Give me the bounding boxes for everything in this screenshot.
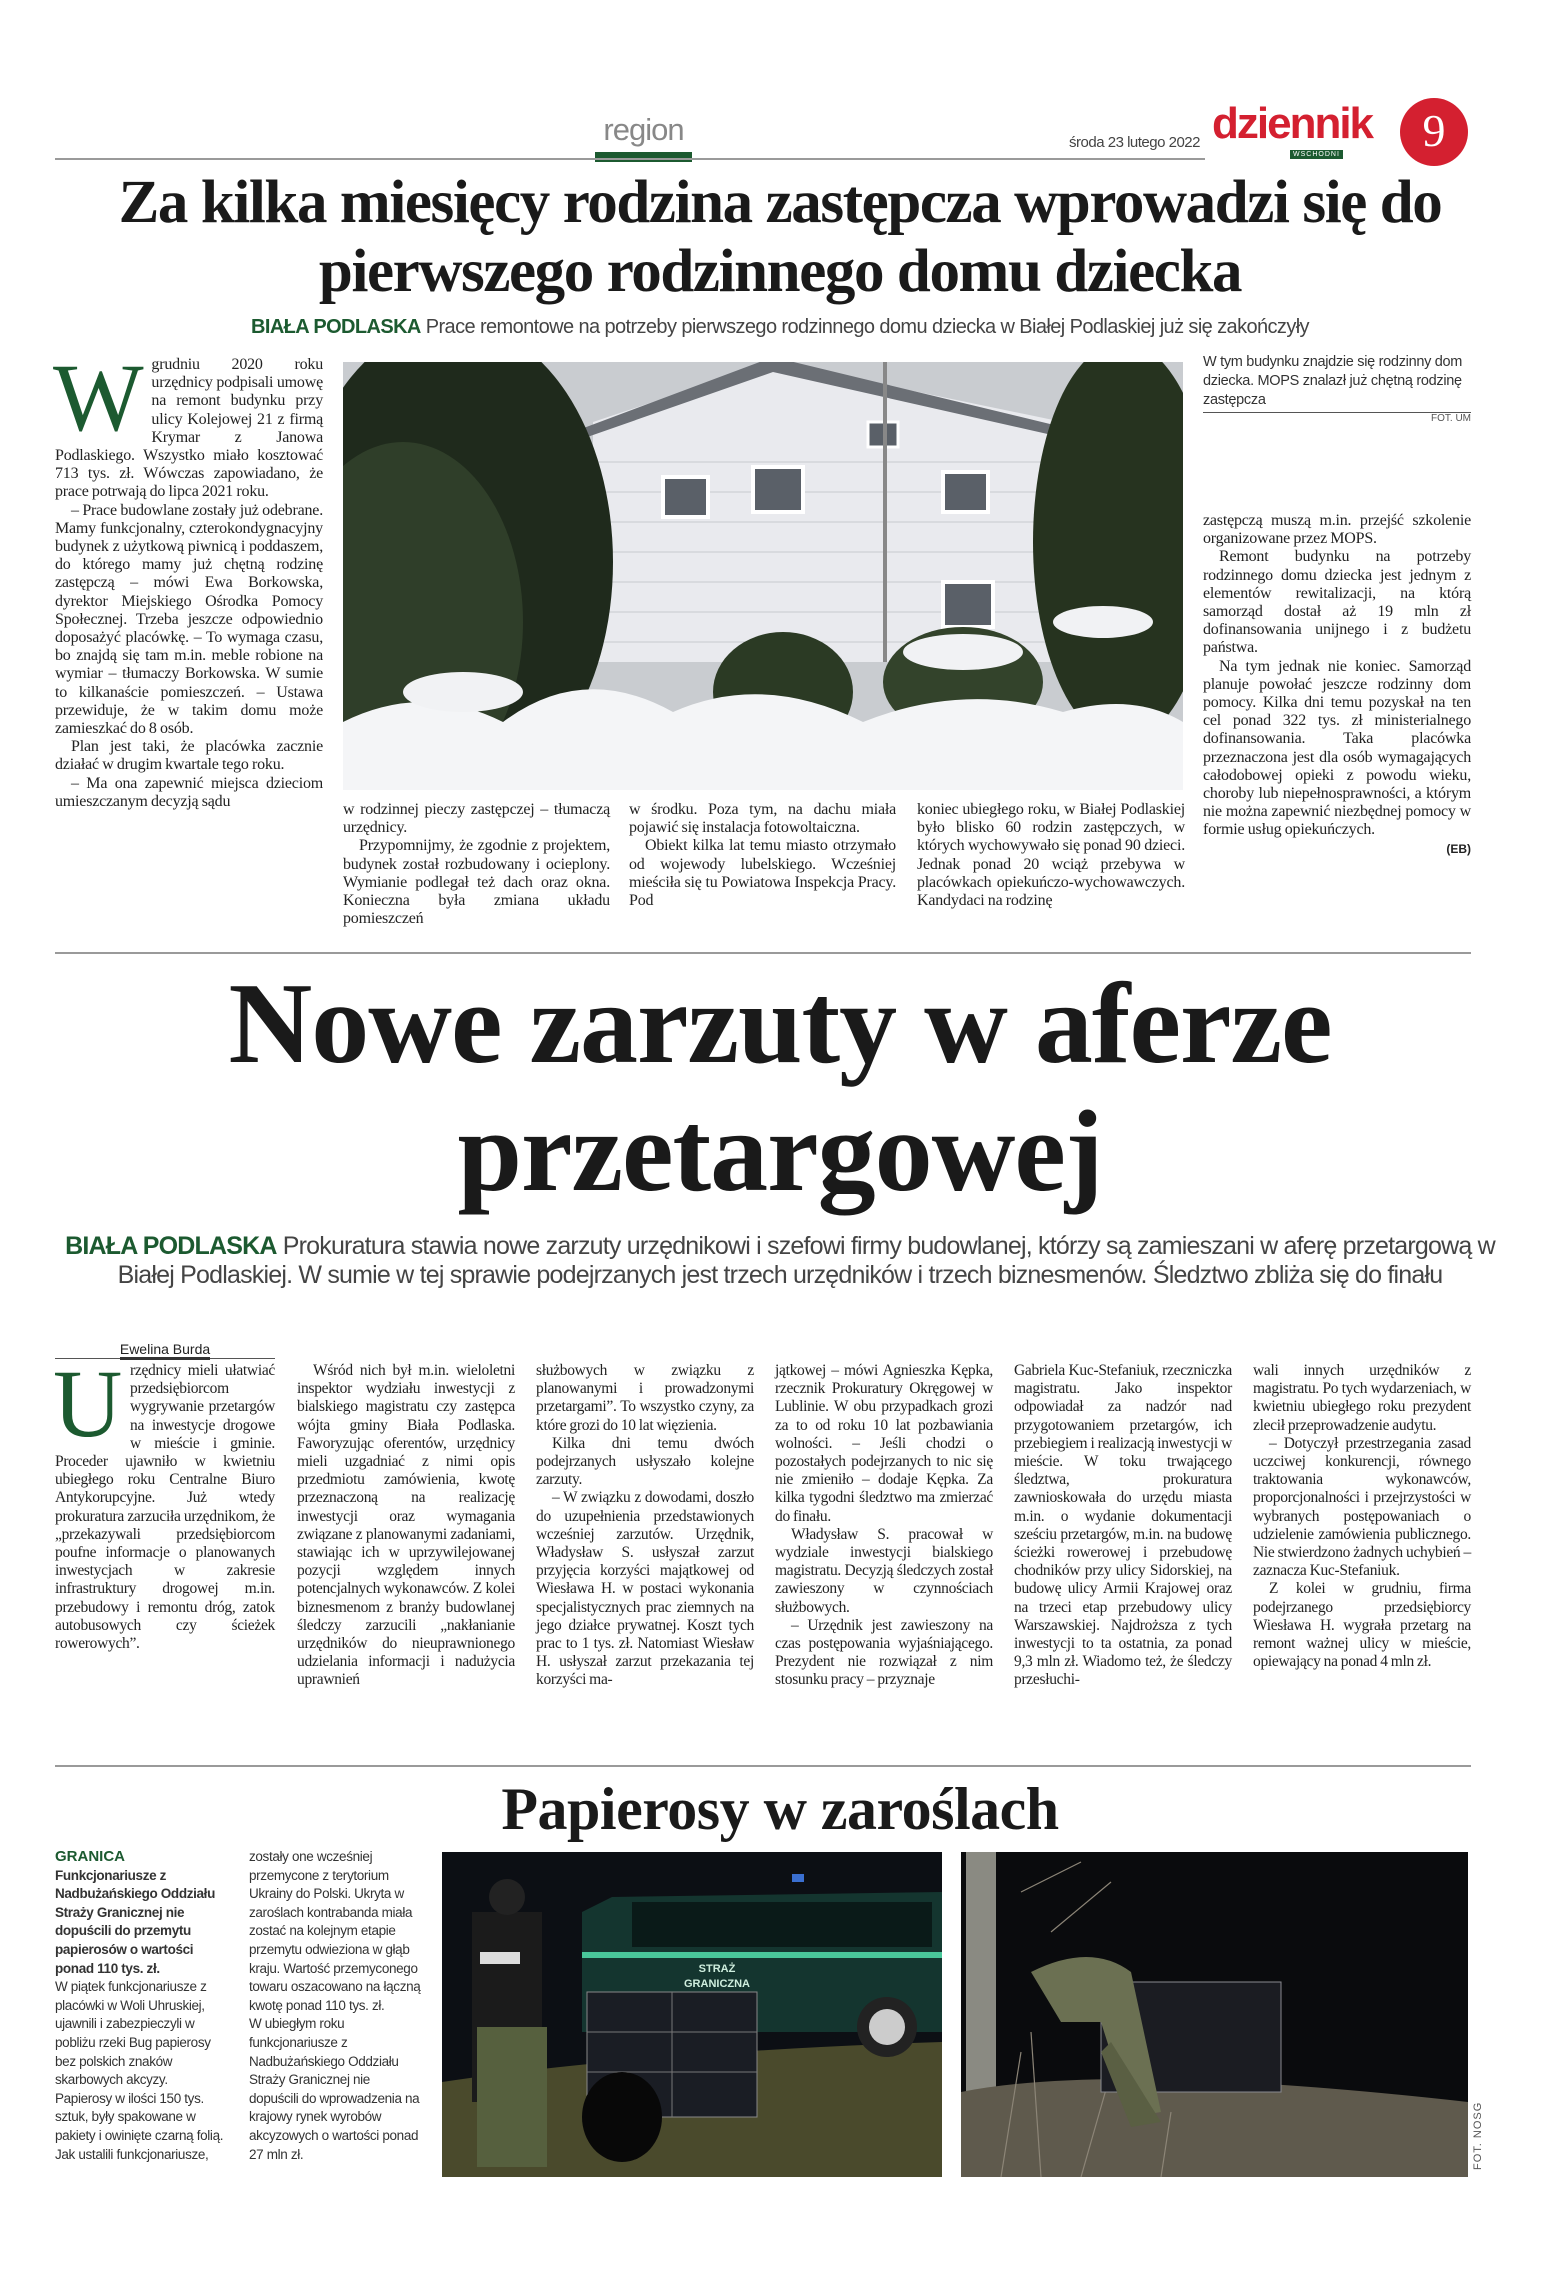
article2-column-4: [775, 1362, 993, 1690]
header-rule: [55, 158, 1205, 160]
section-label: region: [603, 112, 684, 147]
photo-credit-nosg: FOT. NOSG: [1472, 2101, 1484, 2170]
vehicle-text-line-1: STRAŻ: [698, 1963, 736, 1975]
article2-column-5: [1014, 1362, 1232, 1690]
article2-headline: Nowe zarzuty w aferze przetargowej: [228, 960, 1332, 1216]
paragraph: koniec ubiegłego roku, w Białej Podlaskiej było blisko 60 rodzin zastępczych, w których wychowywało się ponad 90 dzieci. Jednak ponad 20 wciąż przebywa w placówkach opiekuńczo-wychowawczych. Kandydaci na rodzinę: [917, 801, 1185, 910]
article2-lead: [60, 1232, 1500, 1290]
paragraph: Obiekt kilka lat temu miasto otrzymało od wojewody lubelskiego. Wcześniej mieściła się tu Powiatowa Inspekcja Pracy. Pod: [629, 837, 896, 910]
drop-cap: U: [53, 1350, 123, 1457]
article3-lead-text: Funkcjonariusze z Nadbużańskiego Oddziału Straży Granicznej nie dopuścili do przemytu papierosów o wartości ponad 110 tys. zł.: [55, 1867, 215, 1976]
paragraph: [53, 1350, 275, 1653]
paragraph-text: rzędnicy mieli ułatwiać przedsiębiorcom wygrywanie przetargów na inwestycje drogowe w mieście i gminie. Proceder ujawniło w kwietniu ubiegłego roku Centralne Biuro Antykorupcyjne. Już wtedy prokuratura zarzuciła urzędnikom, że „przekazywali przedsiębiorcom poufne informacje o planowanych inwestycjach w zakresie infrastruktury drogowej m.in. przebudowy i remontu dróg, zatok autobusowych czy ścieżek rowerowych”.: [55, 1362, 275, 1653]
article1-column-4: [917, 801, 1185, 910]
section-bar: [595, 152, 692, 162]
issue-date: środa 23 lutego 2022: [1069, 134, 1200, 151]
cigarette-contraband-photo: [961, 1852, 1468, 2177]
photo-caption: [1203, 353, 1471, 413]
newspaper-logo-subtitle: WSCHODNI: [1290, 150, 1343, 159]
article1-column-3: [629, 801, 896, 910]
article1-right-column: [1203, 353, 1471, 856]
photo-caption-text: W tym budynku znajdzie się rodzinny dom dziecka. MOPS znalazł już chętną rodzinę zastępcza: [1203, 354, 1463, 408]
paragraph: Władysław S. pracował w wydziale inwestycji bialskiego magistratu. Decyzją śledczych został zawieszony w czynnościach służbowych.: [775, 1525, 993, 1616]
article1-column-5: [1203, 512, 1471, 840]
paragraph: Remont budynku na potrzeby rodzinnego domu dziecka jest jednym z elementów rewitalizacji, na którą samorząd dostał aż 19 mln zł dofinansowania unijnego i z budżetu państwa.: [1203, 548, 1471, 657]
paragraph: Plan jest taki, że placówka zacznie działać w drugim kwartale tego roku.: [55, 738, 323, 774]
article-divider: [55, 1765, 1471, 1767]
author-name: Ewelina Burda: [120, 1341, 210, 1360]
vehicle-text-line-2: GRANICZNA: [684, 1978, 750, 1990]
paragraph: jątkowej – mówi Agnieszka Kępka, rzecznik Prokuratury Okręgowej w Lublinie. W obu przypadkach grozi za to od roku 10 lat pozbawiania wolności. – Jeśli chodzi o pozostałych podejrzanych to nic się nie zmieniło – dodaje Kępka. Za kilka tygodni śledztwo ma zmierzać do finału.: [775, 1362, 993, 1525]
border-guard-vehicle-photo: [442, 1852, 942, 2177]
drop-cap: W: [53, 344, 144, 451]
article3-headline: Papierosy w zaroślach: [501, 1776, 1059, 1842]
article3-column-2: [249, 1848, 421, 2164]
article1-lead-text: Prace remontowe na potrzeby pierwszego rodzinnego domu dziecka w Białej Podlaskiej już się zakończyły: [425, 316, 1309, 338]
article2-lead-place: BIAŁA PODLASKA: [65, 1232, 277, 1260]
paragraph: w rodzinnej pieczy zastępczej – tłumaczą urzędnicy.: [343, 801, 610, 837]
paragraph: – Ma ona zapewnić miejsca dzieciom umieszczanym decyzją sądu: [55, 774, 323, 810]
article1-column-1: [53, 344, 323, 811]
paragraph: wali innych urzędników z magistratu. Po tych wydarzeniach, w kwietniu ubiegłego roku prezydent zlecił przeprowadzenie audytu.: [1253, 1362, 1471, 1434]
paragraph: Gabriela Kuc-Stefaniuk, rzeczniczka magistratu. Jako inspektor odpowiadał za nadzór nad przygotowaniem przetargów, ich przebiegiem i realizacją inwestycji w mieście. W toku trwającego śledztwa, prokuratura zawnioskowała do urzędu miasta m.in. o wydanie dokumentacji sześciu przetargów, m.in. na budowę ścieżki rowerowej i przebudowę chodników przy ulicy Sidorskiej, na budowę ulicy Armii Krajowej oraz na trzeci etap przebudowy ulicy Warszawskiej. Najdroższa z tych inwestycji to ta ostatnia, za ponad 9,3 mln zł. Wiadomo też, że śledczy przesłuchi-: [1014, 1362, 1232, 1689]
author-signature: (EB): [1446, 841, 1471, 856]
page-number: 9: [1400, 98, 1468, 166]
paragraph: Na tym jednak nie koniec. Samorząd planuje powołać jeszcze rodzinny dom pomocy. Kilka dni temu pozyskał na ten cel ponad 322 tys. zł ministerialnego dofinansowania. Taka placówka przeznaczona jest dla osób wymagających całodobowej opieki z powodu wieku, choroby lub niepełnosprawności, a którym nie można zapewnić niezbędnej pomocy w formie usług opiekuńczych.: [1203, 657, 1471, 839]
paragraph: Wśród nich był m.in. wieloletni inspektor wydziału inwestycji z bialskiego magistratu czy zastępca wójta gminy Biała Podlaska. Faworyzując oferentów, urzędnicy mieli uzgadniać z nimi opis przedmiotu zamówienia, kwotę przeznaczoną na realizację inwestycji oraz wymagania związane z planowanymi zadaniami, stawiając ich w uprzywilejowanej pozycji względem innych potencjalnych wykonawców. Z kolei biznesmenom z branży budowlanej śledczy zarzucili „nakłanianie urzędników do nieuprawnionego udzielania informacji i nadużycia uprawnień: [297, 1362, 515, 1689]
article1-headline: Za kilka miesięcy rodzina zastępcza wprowadzi się do pierwszego rodzinnego domu dziecka: [118, 169, 1442, 305]
article2-column-3: [536, 1362, 754, 1690]
paragraph: – Dotyczył przestrzegania zasad uczciwej konkurencji, równego traktowania wykonawców, proporcjonalności i przejrzystości w wybranych postępowaniach o udzielenie zamówienia publicznego. Nie stwierdzono żadnych uchybień – zaznacza Kuc-Stefaniuk.: [1253, 1434, 1471, 1580]
paragraph: Kilka dni temu dwóch podejrzanych usłyszało kolejne zarzuty.: [536, 1434, 754, 1489]
paragraph: – W związku z dowodami, doszło do uzupełnienia przedstawionych wcześniej zarzutów. Urzędnik, Władysław S. usłyszał zarzut przyjęcia korzyści majątkowej od Wiesława H. w postaci wykonania specjalistycznych prac ziemnych na jego działce prywatnej. Koszt tych prac to 1 tys. zł. Natomiast Wiesław H. usłyszał zarzut przekazania tej korzyści ma-: [536, 1489, 754, 1689]
article2-lead-text: Prokuratura stawia nowe zarzuty urzędnikowi i szefowi firmy budowlanej, którzy są zamieszani w aferę przetargową w Białej Podlaskiej. W sumie w tej sprawie podejrzanych jest trzech urzędników i trzech biznesmenów. Śledztwo zbliża się do finału: [117, 1232, 1495, 1289]
article3-lead: [55, 1848, 227, 1978]
house-photo: [343, 362, 1183, 790]
paragraph: zostały one wcześniej przemycone z terytorium Ukrainy do Polski. Ukryta w zaroślach kontrabanda miała zostać na kolejnym etapie przemytu odwieziona w głąb kraju. Wartość przemyconego towaru oszacowano na łączną kwotę ponad 110 tys. zł.: [249, 1849, 421, 2013]
paragraph: – Urzędnik jest zawieszony na czas postępowania wyjaśniającego. Prezydent nie rozwiązał z nim stosunku pracy – przyznaje: [775, 1616, 993, 1689]
article3-lead-place: GRANICA: [55, 1848, 125, 1865]
paragraph: w środku. Poza tym, na dachu miała pojawić się instalacja fotowoltaiczna.: [629, 801, 896, 837]
paragraph: służbowych w związku z planowanymi i prowadzonymi przetargami”. To wszystko czyny, za które grozi do 10 lat więzienia.: [536, 1362, 754, 1434]
article1-lead-place: BIAŁA PODLASKA: [251, 316, 421, 338]
newspaper-logo: dziennik: [1212, 100, 1373, 148]
paragraph: W ubiegłym roku funkcjonariusze z Nadbużańskiego Oddziału Straży Granicznej nie dopuścili do wprowadzenia na krajowy rynek wyrobów akcyzowych o wartości ponad 27 mln zł.: [249, 2016, 420, 2162]
paragraph: Z kolei w grudniu, firma podejrzanego przedsiębiorcy Wiesława H. wygrała przetarg na remont ważnej ulicy w mieście, opiewający na ponad 4 mln zł.: [1253, 1580, 1471, 1671]
article-divider: [55, 952, 1471, 954]
paragraph: – Prace budowlane zostały już odebrane. Mamy funkcjonalny, czterokondygnacyjny budynek z użytkową piwnicą i poddaszem, do którego mamy już chętną rodzinę zastępczą – mówi Ewa Borkowska, dyrektor Miejskiego Ośrodka Pomocy Społecznej. Trzeba jeszcze odpowiednio doposażyć placówkę. – To wymaga czasu, bo znajdą się tam m.in. meble robione na wymiar – tłumaczy Borkowska. W sumie to kilkanaście pomieszczeń. – Ustawa przewiduje, że w takim domu może zamieszkać do 8 osób.: [55, 501, 323, 738]
article1-lead: [40, 316, 1520, 339]
photo-credit: FOT. UM: [1431, 413, 1471, 424]
paragraph: W piątek funkcjonariusze z placówki w Woli Uhruskiej, ujawnili i zabezpieczyli w pobliżu rzeki Bug papierosy bez polskich znaków skarbowych akcyzy. Papierosy w ilości 150 tys. sztuk, były spakowane w pakiety i owinięte czarną folią. Jak ustalili funkcjonariusze,: [55, 1979, 224, 2162]
paragraph: zastępczą muszą m.in. przejść szkolenie organizowane przez MOPS.: [1203, 512, 1471, 548]
article2-column-6: [1253, 1362, 1471, 1671]
article2-column-2: [297, 1362, 515, 1690]
article2-column-1: [53, 1350, 275, 1653]
article1-column-2: [343, 801, 610, 928]
paragraph: Przypomnijmy, że zgodnie z projektem, budynek został rozbudowany i ocieplony. Wymianie podlegał też dach oraz okna. Konieczna była zmiana układu pomieszczeń: [343, 837, 610, 928]
article3-column-1: [55, 1848, 227, 2164]
paragraph-text: grudniu 2020 roku urzędnicy podpisali umowę na remont budynku przy ulicy Kolejowej 21 z firmą Krymar z Janowa Podlaskiego. Wszystko miało kosztować 713 tys. zł. Wówczas zapowiadano, że prace potrwają do lipca 2021 roku.: [55, 356, 323, 501]
paragraph: [53, 344, 323, 502]
article3-column-1-body: [55, 1978, 227, 2164]
